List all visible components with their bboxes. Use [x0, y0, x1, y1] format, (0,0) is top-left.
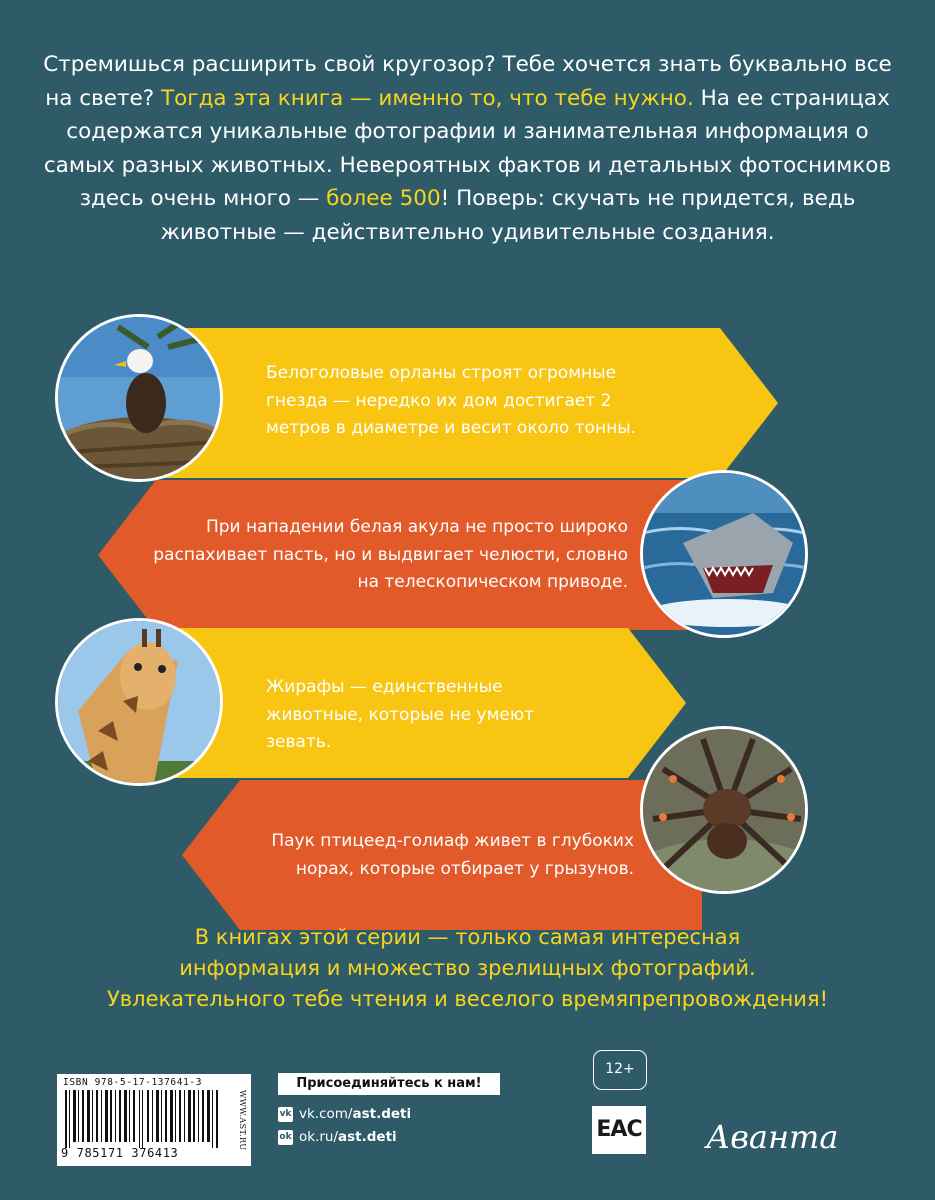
barcode-bars	[61, 1090, 227, 1148]
slogan-line-3: Увлекательного тебе чтения и веселого времяпрепровождения!	[106, 987, 828, 1011]
fact-banner-eagle	[150, 328, 810, 478]
ok-name: ast.deti	[338, 1129, 397, 1145]
fact-text: Белоголовые орланы строят огромные гнезда — нередко их дом достигает 2 метров в диаметре и весит около тонны.	[266, 363, 637, 438]
isbn-barcode	[57, 1074, 251, 1166]
vk-name: ast.deti	[352, 1106, 412, 1122]
intro-text-3: ! Поверь: скучать не придется, ведь животные — действительно удивительные создания.	[160, 186, 856, 245]
spider-photo	[640, 726, 808, 894]
vk-prefix: vk.com/	[299, 1106, 353, 1122]
fact-text: Паук птицеед-голиаф живет в глубоких норах, которые отбирает у грызунов.	[271, 831, 634, 879]
series-slogan	[40, 922, 895, 1015]
intro-paragraph	[40, 48, 895, 249]
age-rating-badge: 12+	[593, 1050, 647, 1090]
ok-icon: ok	[278, 1130, 293, 1145]
fact-text: Жирафы — единственные животные, которые не умеют зевать.	[266, 677, 535, 752]
vk-icon: vk	[278, 1107, 293, 1122]
ean-digits: 9 785171 376413	[61, 1146, 179, 1160]
fact-text: При нападении белая акула не просто широко распахивает пасть, но и выдвигает челюсти, словно на телескопическом приводе.	[153, 517, 628, 592]
eac-mark: EAC	[592, 1106, 646, 1154]
vk-link[interactable]	[278, 1105, 411, 1123]
intro-highlight-1: Тогда эта книга — именно то, что тебе нужно.	[160, 85, 694, 111]
slogan-line-1: В книгах этой серии — только самая интересная	[194, 925, 741, 949]
ok-prefix: ok.ru/	[299, 1129, 339, 1145]
fact-banner-shark	[98, 480, 698, 630]
fact-banner-giraffe	[150, 628, 710, 778]
publisher-logo: Аванта	[706, 1118, 839, 1156]
slogan-line-2: информация и множество зрелищных фотографий.	[179, 956, 756, 980]
intro-highlight-2: более 500	[326, 186, 441, 211]
publisher-site: WWW.AST.RU	[238, 1089, 247, 1151]
ok-link[interactable]	[278, 1128, 397, 1146]
intro-text-1: Стремишься расширить свой кругозор? Тебе хочется знать буквально все на свете?	[43, 52, 892, 111]
eagle-photo	[55, 314, 223, 482]
fact-banner-spider	[182, 780, 702, 930]
isbn-number: ISBN 978-5-17-137641-3	[63, 1077, 203, 1088]
shark-photo	[640, 470, 808, 638]
vk-address	[299, 1106, 411, 1122]
intro-text-2: На ее страницах содержатся уникальные фотографии и занимательная информация о самых разных животных. Невероятных фактов и детальных фотоснимков здесь очень много —	[43, 85, 892, 211]
ok-address	[299, 1129, 397, 1145]
giraffe-photo	[55, 618, 223, 786]
join-us-title: Присоединяйтесь к нам!	[278, 1073, 500, 1095]
